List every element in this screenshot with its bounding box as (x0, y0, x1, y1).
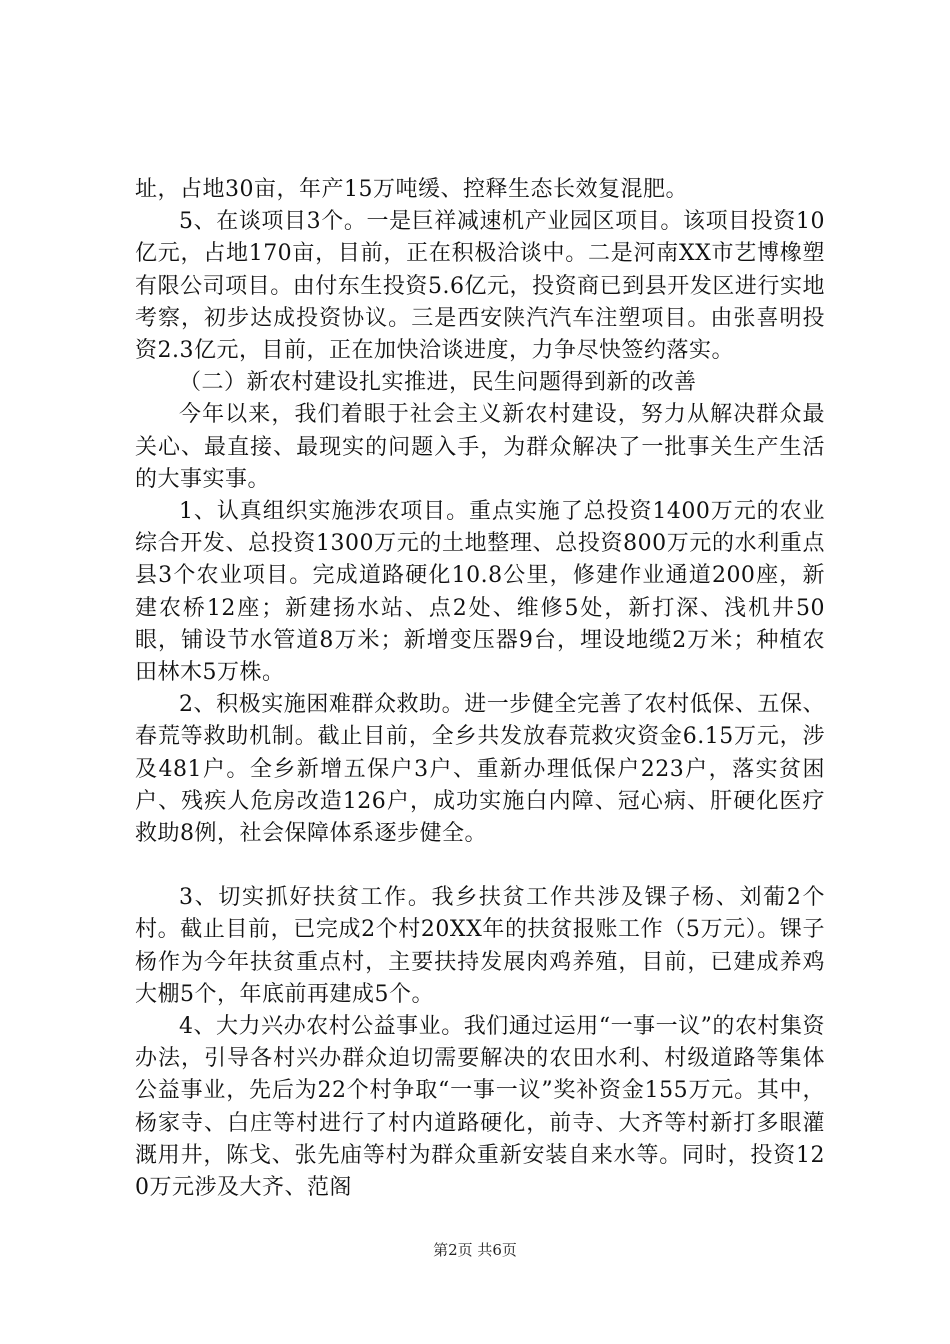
paragraph-item-5: 5、在谈项目3个。一是巨祥减速机产业园区项目。该项目投资10亿元，占地170亩，目前，正在积极洽谈中。二是河南XX市艺博橡塑有限公司项目。由付东生投资5.6亿元，投资商已到县开发区进行实地考察，初步达成投资协议。三是西安陕汽汽车注塑项目。由张喜明投资2.3亿元，目前，正在加快洽谈进度，力争尽快签约落实。 (135, 209, 825, 364)
paragraph-item-3: 3、切实抓好扶贫工作。我乡扶贫工作共涉及锞子杨、刘葡2个村。截止目前，已完成2个村20XX年的扶贫报账工作（5万元）。锞子杨作为今年扶贫重点村，主要扶持发展肉鸡养殖，目前，已建成养鸡大棚5个，年底前再建成5个。 (135, 885, 825, 1007)
paragraph-item-4: 4、大力兴办农村公益事业。我们通过运用“一事一议”的农村集资办法，引导各村兴办群众迫切需要解决的农田水利、村级道路等集体公益事业，先后为22个村争取“一事一议”奖补资金155万元。其中，杨家寺、白庄等村进行了村内道路硬化，前寺、大齐等村新打多眼灌溉用井，陈戈、张先庙等村为群众重新安装自来水等。同时，投资120万元涉及大齐、范阁 (135, 1014, 825, 1201)
paragraph-continuation: 址，占地30亩，年产15万吨缓、控释生态长效复混肥。 (135, 177, 688, 202)
paragraph-item-2: 2、积极实施困难群众救助。进一步健全完善了农村低保、五保、春荒等救助机制。截止目前，全乡共发放春荒救灾资金6.15万元，涉及481户。全乡新增五保户3户、重新办理低保户223户，落实贫困户、残疾人危房改造126户，成功实施白内障、冠心病、肝硬化医疗救助8例，社会保障体系逐步健全。 (135, 692, 825, 847)
paragraph-item-1: 1、认真组织实施涉农项目。重点实施了总投资1400万元的农业综合开发、总投资1300万元的土地整理、总投资800万元的水利重点县3个农业项目。完成道路硬化10.8公里，修建作业通道200座，新建农桥12座；新建扬水站、点2处、维修5处，新打深、浅机井50眼，铺设节水管道8万米；新增变压器9台，埋设地缆2万米；种植农田林木5万株。 (135, 499, 825, 686)
paragraph-intro: 今年以来，我们着眼于社会主义新农村建设，努力从解决群众最关心、最直接、最现实的问题入手，为群众解决了一批事关生产生活的大事实事。 (135, 402, 825, 492)
section-heading: （二）新农村建设扎实推进，民生问题得到新的改善 (179, 370, 697, 396)
page-number-footer: 第2页 共6页 (433, 1241, 517, 1259)
document-body (135, 174, 825, 1204)
